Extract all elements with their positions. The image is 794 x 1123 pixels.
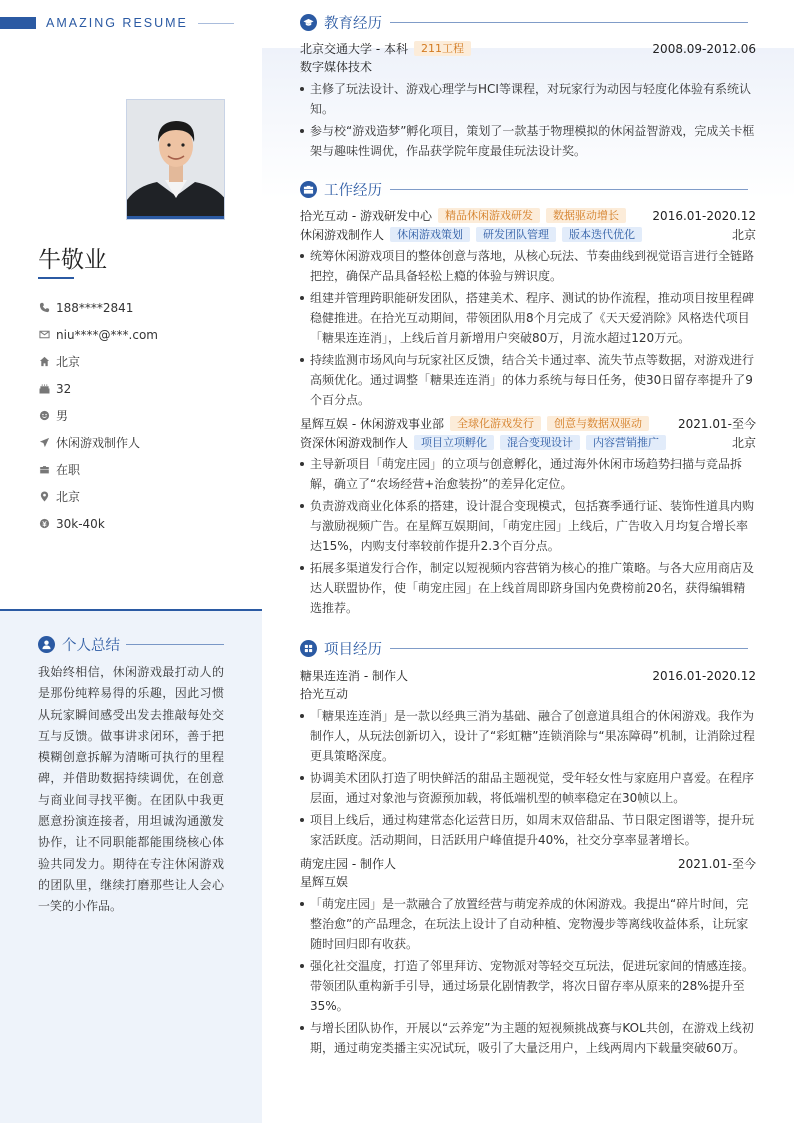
- info-gender-value: 男: [56, 409, 69, 423]
- info-age: [38, 375, 158, 402]
- work-role-tag: 混合变现设计: [500, 435, 580, 450]
- work-item-2: [300, 414, 756, 618]
- work-row: [300, 206, 756, 225]
- info-location: [38, 483, 158, 510]
- info-gender: [38, 402, 158, 429]
- email-icon: [38, 329, 50, 341]
- info-salary: [38, 510, 158, 537]
- list-item: 持续监测市场风向与玩家社区反馈，结合关卡通过率、流失节点等数据，对游戏进行高频优化。通过调整「糖果连连消」的体力系统与每日任务，使30日留存率提升了9个百分点。: [300, 350, 756, 410]
- info-home-value: 北京: [56, 355, 81, 369]
- work-divider: [390, 189, 748, 190]
- smile-icon: [38, 410, 50, 422]
- work-row: [300, 414, 756, 433]
- education-school: 北京交通大学 - 本科: [300, 42, 408, 56]
- user-icon: [38, 636, 55, 653]
- work-role: 资深休闲游戏制作人: [300, 436, 409, 450]
- location-icon: [38, 491, 50, 503]
- work-tag: 全球化游戏发行: [450, 416, 541, 431]
- list-item: 强化社交温度，打造了邻里拜访、宠物派对等轻交互玩法，促进玩家间的情感连接。带领团队重构新手引导，通过场景化剧情教学，将次日留存率从原来的28%提升至35%。: [300, 956, 756, 1016]
- summary-divider: [126, 644, 224, 645]
- contact-info-list: [38, 294, 158, 537]
- work-date: 2021.01-至今: [678, 417, 756, 431]
- list-item: 主导新项目「萌宠庄园」的立项与创意孵化，通过海外休闲市场趋势扫描与竞品拆解，确立了“农场经营+治愈装扮”的差异化定位。: [300, 454, 756, 494]
- work-tag: 精品休闲游戏研发: [438, 208, 540, 223]
- education-heading: [300, 12, 748, 33]
- project-bullets: [300, 894, 756, 1058]
- projects-title: 项目经历: [324, 642, 382, 658]
- education-divider: [390, 22, 748, 23]
- education-tag: 211工程: [414, 41, 471, 56]
- list-item: 拓展多渠道发行合作，制定以短视频内容营销为核心的推广策略。与各大应用商店及达人联盟协作，使「萌宠庄园」在上线首周即跻身国内免费榜前20名，获得编辑精选推荐。: [300, 558, 756, 618]
- send-icon: [38, 437, 50, 449]
- work-company: 拾光互动 - 游戏研发中心: [300, 209, 432, 223]
- project-name: 萌宠庄园 - 制作人: [300, 857, 396, 871]
- projects-divider: [390, 648, 748, 649]
- work-company: 星辉互娱 - 休闲游戏事业部: [300, 417, 444, 431]
- list-item: 项目上线后，通过构建常态化运营日历，如周末双倍甜品、节日限定图谱等，提升玩家活跃度。活动期间，日活跃用户峰值提升40%，社交分享率显著增长。: [300, 810, 756, 850]
- profile-name: 牛敬业: [38, 247, 107, 273]
- brand-line: [198, 23, 234, 24]
- work-heading: [300, 179, 748, 200]
- info-email: [38, 321, 158, 348]
- work-role-tag: 休闲游戏策划: [390, 227, 470, 242]
- project-row: [300, 666, 756, 685]
- education-row: [300, 39, 756, 58]
- education-item: [300, 39, 756, 161]
- profile-photo: [126, 99, 225, 220]
- list-item: 与增长团队协作，开展以“云养宠”为主题的短视频挑战赛与KOL共创，在游戏上线初期，通过萌宠类播主实况试玩，吸引了大量泛用户，上线两周内下载量突破60万。: [300, 1018, 756, 1058]
- project-name: 糖果连连消 - 制作人: [300, 669, 408, 683]
- info-phone: [38, 294, 158, 321]
- project-org: 拾光互动: [300, 687, 349, 701]
- brand-bar: [0, 17, 36, 29]
- brand-text: AMAZING RESUME: [46, 16, 188, 30]
- list-item: 协调美术团队打造了明快鲜活的甜品主题视觉，受年轻女性与家庭用户喜爱。在程序层面，通过对象池与资源预加载，将低端机型的帧率稳定在30帧以上。: [300, 768, 756, 808]
- home-icon: [38, 356, 50, 368]
- work-title: 工作经历: [324, 183, 382, 199]
- work-role-row: [300, 225, 756, 244]
- project-date: 2021.01-至今: [678, 857, 756, 871]
- graduation-cap-icon: [300, 14, 317, 31]
- project-date: 2016.01-2020.12: [652, 668, 756, 683]
- work-item-1: [300, 206, 756, 410]
- info-age-value: 32: [56, 381, 72, 396]
- briefcase-icon: [300, 181, 317, 198]
- education-title: 教育经历: [324, 16, 382, 32]
- info-target-role-value: 休闲游戏制作人: [56, 436, 141, 450]
- education-major: 数字媒体技术: [300, 60, 373, 74]
- work-role-row: [300, 433, 756, 452]
- work-role: 休闲游戏制作人: [300, 228, 385, 242]
- list-item: 参与校“游戏造梦”孵化项目，策划了一款基于物理模拟的休闲益智游戏，完成关卡框架与趣味性调优，作品获学院年度最佳玩法设计奖。: [300, 121, 756, 161]
- work-city: 北京: [731, 436, 756, 450]
- info-location-value: 北京: [56, 490, 81, 504]
- work-bullets: [300, 454, 756, 618]
- name-underline: [38, 277, 74, 279]
- info-status-value: 在职: [56, 463, 81, 477]
- work-city: 北京: [731, 228, 756, 242]
- list-item: 「糖果连连消」是一款以经典三消为基础、融合了创意道具组合的休闲游戏。我作为制作人，从玩法创新切入，设计了“彩虹糖”连锁消除与“果冻障碍”机制，让消除过程更具策略深度。: [300, 706, 756, 766]
- work-tag: 创意与数据双驱动: [547, 416, 649, 431]
- project-org: 星辉互娱: [300, 875, 349, 889]
- info-status: [38, 456, 158, 483]
- info-salary-value: 30k-40k: [56, 516, 105, 531]
- summary-title: 个人总结: [62, 638, 120, 654]
- project-item-1: [300, 666, 756, 850]
- work-role-tag: 内容营销推广: [586, 435, 666, 450]
- info-email-value: niu****@***.com: [56, 327, 158, 342]
- phone-icon: [38, 302, 50, 314]
- summary-heading: [38, 634, 224, 655]
- briefcase-icon: [38, 464, 50, 476]
- work-tag: 数据驱动增长: [546, 208, 626, 223]
- cake-icon: [38, 383, 50, 395]
- info-phone-value: 188****2841: [56, 300, 134, 315]
- work-date: 2016.01-2020.12: [652, 208, 756, 223]
- list-item: 统筹休闲游戏项目的整体创意与落地，从核心玩法、节奏曲线到视觉语言进行全链路把控，确保产品具备轻松上瘾的体验与辨识度。: [300, 246, 756, 286]
- list-item: 组建并管理跨职能研发团队，搭建美术、程序、测试的协作流程，推动项目按里程碑稳健推进。在拾光互动期间，带领团队用8个月完成了《天天爱消除》风格迭代项目「糖果连连消」，上线后首月新增用户突破80万，月流水超过120万元。: [300, 288, 756, 348]
- work-role-tag: 项目立项孵化: [414, 435, 494, 450]
- info-home: [38, 348, 158, 375]
- work-bullets: [300, 246, 756, 410]
- education-bullets: [300, 79, 756, 161]
- list-item: 负责游戏商业化体系的搭建，设计混合变现模式，包括赛季通行证、装饰性道具内购与激励视频广告。在星辉互娱期间，「萌宠庄园」上线后，广告收入月均复合增长率达15%，内购支付率较前作提升2.3个百分点。: [300, 496, 756, 556]
- education-date: 2008.09-2012.06: [652, 41, 756, 56]
- person-portrait-icon: [127, 100, 225, 220]
- salary-icon: [38, 518, 50, 530]
- list-item: 主修了玩法设计、游戏心理学与HCI等课程，对玩家行为动因与轻度化体验有系统认知。: [300, 79, 756, 119]
- photo-bar: [127, 216, 224, 219]
- projects-heading: [300, 638, 748, 659]
- list-item: 「萌宠庄园」是一款融合了放置经营与萌宠养成的休闲游戏。我提出“碎片时间，完整治愈”的产品理念，在玩法上设计了自动种植、宠物漫步等离线收益体系，让玩家随时回归即有收获。: [300, 894, 756, 954]
- project-bullets: [300, 706, 756, 850]
- summary-text: 我始终相信，休闲游戏最打动人的是那份纯粹易得的乐趣，因此习惯从玩家瞬间感受出发去推敲每处交互与反馈。做事讲求闭环，善于把模糊创意拆解为清晰可执行的里程碑，并借助数据持续调优，在创意与商业间寻找平衡。在团队中我更愿意扮演连接者，用坦诚沟通激发协作，让不同职能都能围绕核心体验共同发力。期待在专注休闲游戏的团队里，继续打磨那些让人会心一笑的小作品。: [38, 665, 224, 914]
- work-role-tag: 研发团队管理: [476, 227, 556, 242]
- project-item-2: [300, 854, 756, 1058]
- info-target-role: [38, 429, 158, 456]
- work-role-tag: 版本迭代优化: [562, 227, 642, 242]
- grid-icon: [300, 640, 317, 657]
- project-row: [300, 854, 756, 873]
- brand-header: [0, 16, 234, 30]
